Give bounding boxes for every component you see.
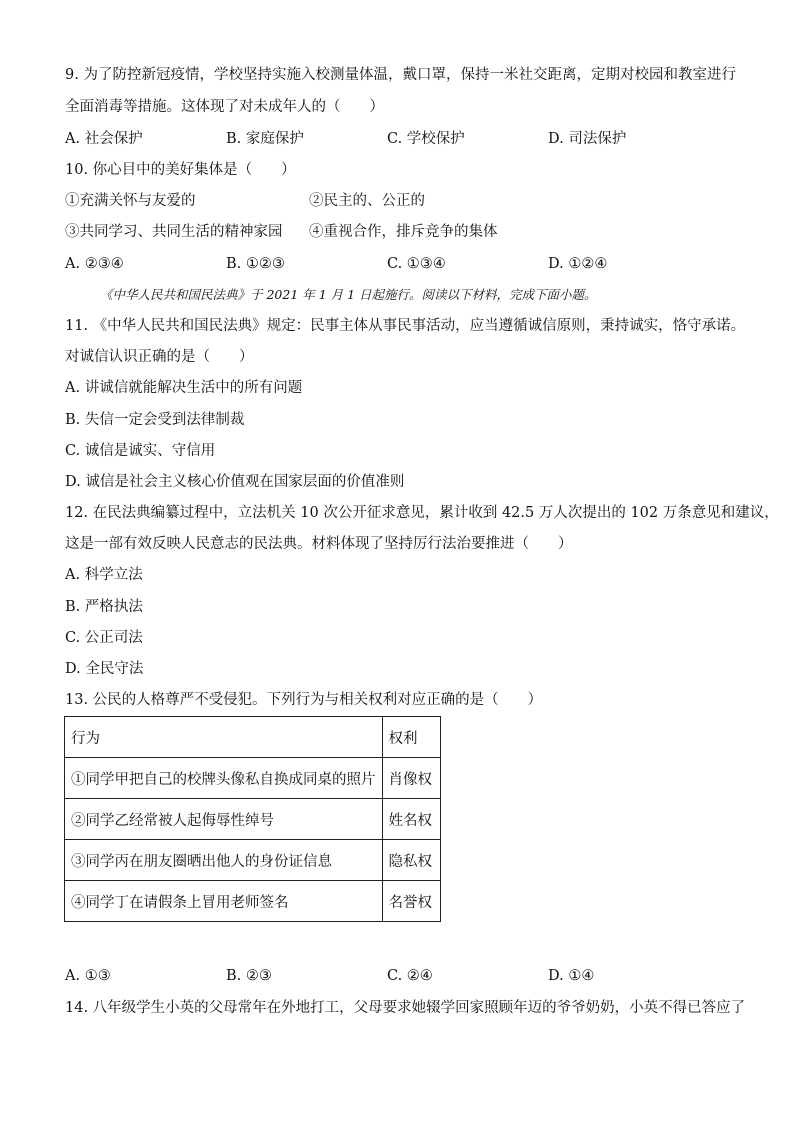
q9-stem-line2: 全面消毒等措施。这体现了对未成年人的（ ） (65, 99, 384, 115)
q10-items-row2 (65, 222, 744, 242)
q13-option-d[interactable]: D. ①④ (548, 968, 595, 984)
table-cell-right: 名誉权 (382, 881, 440, 922)
q9-option-b[interactable]: B. 家庭保护 (226, 131, 304, 147)
q13-options (65, 966, 744, 986)
q11-option-a[interactable]: A. 讲诚信就能解决生活中的所有问题 (65, 380, 303, 396)
q13-option-b[interactable]: B. ②③ (226, 968, 272, 984)
q10-option-d[interactable]: D. ①②④ (548, 256, 608, 272)
table-header-action: 行为 (65, 717, 383, 758)
q12-stem-line1: 12. 在民法典编纂过程中，立法机关 10 次公开征求意见，累计收到 42.5 万人次提出的 102 万条意见和建议， (65, 505, 779, 521)
q10-options (65, 254, 744, 274)
q10-item-4: ④重视合作，排斥竞争的集体 (309, 224, 498, 240)
q11-option-b[interactable]: B. 失信一定会受到法律制裁 (65, 412, 245, 428)
q10-stem: 10. 你心目中的美好集体是（ ） (65, 162, 296, 178)
table-row (65, 840, 441, 881)
table-header-right: 权利 (382, 717, 440, 758)
q11-stem-line1: 11. 《中华人民共和国民法典》规定：民事主体从事民事活动，应当遵循诚信原则，秉持诚实，恪守承诺。 (65, 318, 746, 334)
q13-option-c[interactable]: C. ②④ (387, 968, 433, 984)
q9-options (65, 129, 744, 149)
q10-item-3: ③共同学习、共同生活的精神家园 (65, 224, 283, 240)
q12-stem-line2: 这是一部有效反映人民意志的民法典。材料体现了坚持厉行法治要推进（ ） (65, 536, 573, 552)
table-row (65, 799, 441, 840)
q9-option-d[interactable]: D. 司法保护 (548, 131, 627, 147)
q10-option-a[interactable]: A. ②③④ (65, 256, 124, 272)
table-cell-right: 姓名权 (382, 799, 440, 840)
q12-option-d[interactable]: D. 全民守法 (65, 661, 144, 677)
q10-option-c[interactable]: C. ①③④ (387, 256, 446, 272)
q10-item-2: ②民主的、公正的 (309, 193, 425, 209)
q11-stem-line2: 对诚信认识正确的是（ ） (65, 349, 254, 365)
q9-option-a[interactable]: A. 社会保护 (65, 131, 143, 147)
q12-option-b[interactable]: B. 严格执法 (65, 599, 143, 615)
table-cell-action: ④同学丁在请假条上冒用老师签名 (65, 881, 383, 922)
table-header-row (65, 717, 441, 758)
q13-option-a[interactable]: A. ①③ (65, 968, 111, 984)
table-row (65, 758, 441, 799)
table-row (65, 881, 441, 922)
table-cell-action: ②同学乙经常被人起侮辱性绰号 (65, 799, 383, 840)
rights-table (64, 716, 441, 922)
table-cell-right: 肖像权 (382, 758, 440, 799)
q11-option-d[interactable]: D. 诚信是社会主义核心价值观在国家层面的价值准则 (65, 474, 405, 490)
q10-items-row1 (65, 191, 744, 211)
table-cell-action: ③同学丙在朋友圈晒出他人的身份证信息 (65, 840, 383, 881)
q12-option-c[interactable]: C. 公正司法 (65, 630, 143, 646)
q9-stem-line1: 9. 为了防控新冠疫情，学校坚持实施入校测量体温，戴口罩，保持一米社交距离，定期对校园和教室进行 (65, 67, 736, 83)
table-cell-right: 隐私权 (382, 840, 440, 881)
q10-option-b[interactable]: B. ①②③ (226, 256, 285, 272)
material-note: 《中华人民共和国民法典》于 2021 年 1 月 1 日起施行。阅读以下材料，完成下面小题。 (100, 287, 597, 302)
q14-stem-line1: 14. 八年级学生小英的父母常年在外地打工，父母要求她辍学回家照顾年迈的爷爷奶奶，小英不得已答应了 (65, 1000, 746, 1016)
q10-item-1: ①充满关怀与友爱的 (65, 193, 196, 209)
q9-option-c[interactable]: C. 学校保护 (387, 131, 465, 147)
q13-stem: 13. 公民的人格尊严不受侵犯。下列行为与相关权利对应正确的是（ ） (65, 692, 543, 708)
q12-option-a[interactable]: A. 科学立法 (65, 567, 143, 583)
table-cell-action: ①同学甲把自己的校牌头像私自换成同桌的照片 (65, 758, 383, 799)
q11-option-c[interactable]: C. 诚信是诚实、守信用 (65, 443, 216, 459)
